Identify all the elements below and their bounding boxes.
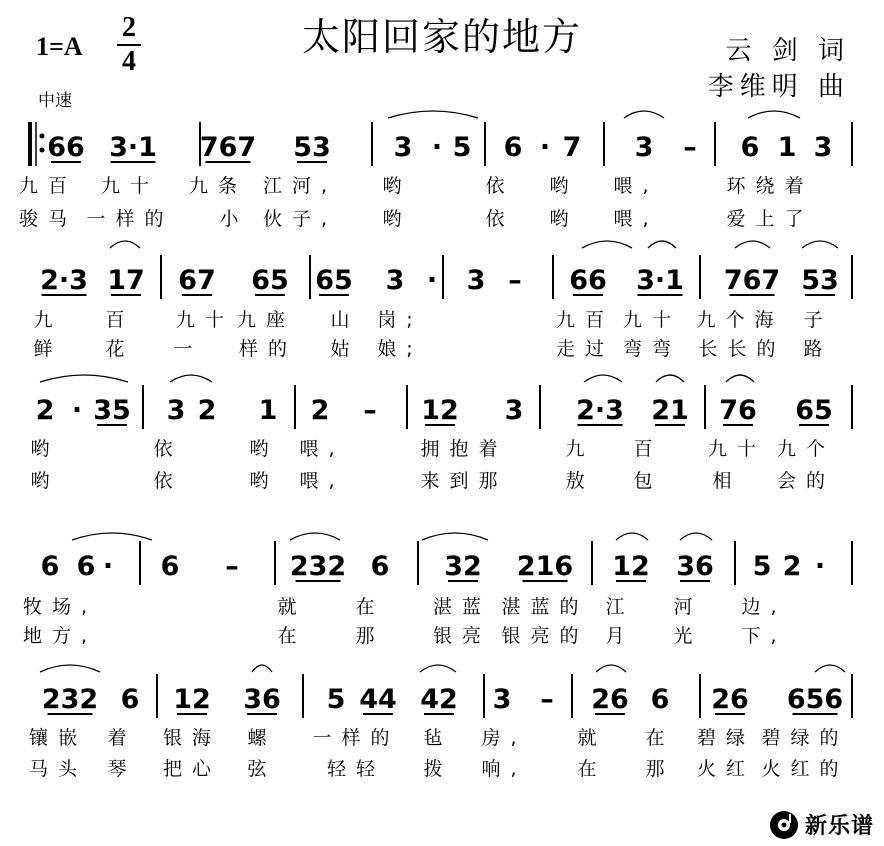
lyric-verse-1: 百: [633, 438, 663, 460]
lyric-verse-1: 子: [803, 309, 833, 331]
note-group: –: [683, 132, 697, 163]
lyric-verse-1: 九十: [175, 309, 235, 331]
note-group: 5: [752, 551, 772, 582]
note-group: ·: [102, 551, 114, 582]
lyric-verse-2: 哟: [249, 470, 279, 492]
note-group: 767: [723, 265, 781, 296]
note-group: ·: [71, 395, 83, 426]
note-group: 3: [466, 265, 486, 296]
lyric-verse-2: 爱上了: [726, 208, 814, 230]
lyric-verse-1: 螺: [247, 727, 277, 749]
lyric-verse-1: 银海: [162, 727, 222, 749]
lyric-verse-1: 河: [673, 596, 703, 618]
note-group: 21: [651, 395, 689, 426]
lyric-verse-1: 喂,: [613, 175, 659, 197]
lyric-verse-2: 包: [633, 470, 663, 492]
lyric-verse-2: 相: [712, 470, 742, 492]
note-group: 76: [719, 395, 757, 426]
lyric-verse-2: 在: [277, 625, 307, 647]
note-group: 3: [166, 395, 186, 426]
lyric-verse-1: 江: [605, 596, 635, 618]
lyric-verse-2: 下,: [741, 625, 787, 647]
note-group: 5: [326, 684, 346, 715]
song-title: 太阳回家的地方: [301, 15, 582, 59]
lyric-verse-2: 走过: [555, 338, 615, 360]
note-group: 42: [420, 684, 458, 715]
note-group: 2: [782, 551, 802, 582]
note-group: ·: [426, 265, 438, 296]
tempo-marking: 中速: [38, 91, 72, 111]
note-group: 6: [650, 684, 670, 715]
lyric-verse-1: 拥抱着: [420, 438, 508, 460]
lyric-verse-2: 哟: [382, 208, 412, 230]
slur-arc: [656, 375, 684, 382]
lyric-verse-2: 马头: [28, 758, 88, 780]
note-group: 2: [35, 395, 55, 426]
lyric-verse-1: 在: [645, 727, 675, 749]
slur-arc: [252, 665, 272, 672]
note-group: 32: [444, 551, 482, 582]
note-group: 12: [173, 684, 211, 715]
time-signature-top: 2: [122, 12, 136, 43]
lyric-verse-2: 伙子,: [262, 208, 338, 230]
note-group: 6: [740, 132, 760, 163]
lyric-verse-2: 那: [645, 758, 675, 780]
site-logo: [769, 809, 874, 840]
slur-arc: [72, 533, 152, 540]
note-group: 36: [676, 551, 714, 582]
lyric-verse-1: 依: [485, 175, 515, 197]
note-group: 17: [107, 265, 145, 296]
note-group: 6: [160, 551, 180, 582]
slur-arc: [802, 241, 838, 248]
lyric-verse-1: 哟: [549, 175, 579, 197]
note-group: 3: [504, 395, 524, 426]
lyric-verse-2: 银亮: [432, 625, 492, 647]
slur-arc: [648, 241, 676, 248]
note-group: 65: [795, 395, 833, 426]
slur-arc: [616, 533, 648, 540]
lyric-verse-2: 银亮的: [501, 625, 589, 647]
note-group: 3·1: [109, 132, 157, 163]
lyric-verse-1: 就: [577, 727, 607, 749]
lyric-verse-1: 山: [330, 309, 360, 331]
slur-arc: [582, 241, 632, 248]
lyric-verse-1: 百: [105, 309, 135, 331]
note-group: 66: [569, 265, 607, 296]
note-group: 1: [258, 395, 278, 426]
lyric-verse-2: 一样的: [86, 208, 174, 230]
note-group: –: [508, 265, 522, 296]
lyric-verse-1: 哟: [382, 175, 412, 197]
note-group: 6: [40, 551, 60, 582]
slur-arc: [815, 665, 845, 672]
lyric-verse-2: 娘;: [377, 338, 423, 360]
note-group: 216: [516, 551, 574, 582]
lyric-verse-1: 九百: [18, 175, 78, 197]
lyric-verse-2: 哟: [549, 208, 579, 230]
slur-arc: [680, 533, 712, 540]
note-group: 7: [562, 132, 582, 163]
note-group: 1: [777, 132, 797, 163]
note-group: 26: [711, 684, 749, 715]
lyric-verse-1: 湛蓝: [432, 596, 492, 618]
repeat-sign-dot: [40, 134, 45, 139]
lyric-verse-2: 在: [577, 758, 607, 780]
lyric-verse-1: 镶嵌: [28, 727, 88, 749]
note-group: 232: [289, 551, 347, 582]
lyric-verse-2: 会的: [776, 470, 836, 492]
lyric-verse-2: 拨: [423, 758, 453, 780]
lyric-verse-2: 喂,: [613, 208, 659, 230]
lyric-verse-1: 喂,: [299, 438, 345, 460]
slur-arc: [110, 241, 140, 248]
note-group: 44: [359, 684, 397, 715]
lyric-verse-2: 那: [355, 625, 385, 647]
note-group: 36: [243, 684, 281, 715]
lyric-verse-2: 骏马: [18, 208, 78, 230]
lyric-verse-1: 碧绿: [696, 727, 756, 749]
note-group: 767: [199, 132, 257, 163]
lyric-verse-2: 姑: [330, 338, 360, 360]
lyric-verse-2: 把心: [162, 758, 222, 780]
note-group: 6: [76, 551, 96, 582]
note-group: 66: [47, 132, 85, 163]
note-group: 3: [393, 132, 413, 163]
lyric-verse-2: 样的: [238, 338, 298, 360]
slur-arc: [40, 375, 128, 382]
slur-arc: [170, 375, 212, 382]
note-group: 53: [801, 265, 839, 296]
note-group: 3: [385, 265, 405, 296]
note-group: 232: [41, 684, 99, 715]
lyric-verse-2: 长长的: [698, 338, 786, 360]
slur-arc: [726, 375, 754, 382]
lyric-verse-1: 江河,: [262, 175, 338, 197]
slur-arc: [40, 665, 100, 672]
lyric-verse-1: 九百: [555, 309, 615, 331]
note-group: 2: [310, 395, 330, 426]
lyric-verse-2: 哟: [30, 470, 60, 492]
lyric-verse-1: 九个: [776, 438, 836, 460]
lyric-verse-1: 哟: [30, 438, 60, 460]
lyric-verse-1: 九十: [707, 438, 767, 460]
note-group: ·: [814, 551, 826, 582]
note-group: 6: [503, 132, 523, 163]
slur-arc: [735, 241, 770, 248]
lyric-verse-1: 依: [153, 438, 183, 460]
time-signature-bottom: 4: [122, 46, 136, 77]
lyric-verse-1: 九十: [100, 175, 160, 197]
lyric-verse-1: 九条: [188, 175, 248, 197]
lyric-verse-2: 光: [673, 625, 703, 647]
lyric-verse-2: 一: [173, 338, 203, 360]
lyric-verse-2: 路: [803, 338, 833, 360]
lyric-verse-2: 弦: [247, 758, 277, 780]
lyric-verse-1: 哟: [249, 438, 279, 460]
note-group: 12: [421, 395, 459, 426]
note-group: 3·1: [636, 265, 684, 296]
lyricist-credit: 云 剑 词: [725, 36, 850, 66]
lyric-verse-2: 月: [605, 625, 635, 647]
note-group: 26: [591, 684, 629, 715]
lyric-verse-1: 九十: [622, 309, 682, 331]
site-logo-text: 新乐谱: [804, 814, 874, 839]
lyric-verse-1: 环绕着: [726, 175, 814, 197]
repeat-sign-dot: [40, 148, 45, 153]
note-group: 6: [120, 684, 140, 715]
lyric-verse-1: 九个海: [696, 309, 784, 331]
lyric-verse-1: 边,: [741, 596, 787, 618]
note-group: 3: [492, 684, 512, 715]
note-group: 5: [452, 132, 472, 163]
lyric-verse-2: 轻轻: [326, 758, 386, 780]
lyric-verse-1: 九: [33, 309, 63, 331]
lyric-verse-2: 弯弯: [622, 338, 682, 360]
note-group: –: [540, 684, 554, 715]
lyric-verse-1: 毡: [423, 727, 453, 749]
note-group: 12: [612, 551, 650, 582]
slur-arc: [420, 665, 456, 672]
slur-arc: [584, 375, 622, 382]
note-group: ·: [539, 132, 551, 163]
lyric-verse-2: 鲜: [33, 338, 63, 360]
note-group: 65: [315, 265, 353, 296]
note-group: 53: [293, 132, 331, 163]
lyric-verse-1: 着: [107, 727, 137, 749]
lyric-verse-2: 依: [153, 470, 183, 492]
note-group: 35: [93, 395, 131, 426]
slur-arc: [596, 665, 626, 672]
lyric-verse-2: 火红: [696, 758, 756, 780]
note-group: 65: [251, 265, 289, 296]
lyric-verse-1: 岗;: [377, 309, 423, 331]
lyric-verse-2: 来到那: [420, 470, 508, 492]
note-group: 67: [178, 265, 216, 296]
note-group: ·: [431, 132, 443, 163]
slur-arc: [422, 533, 488, 540]
note-group: 3: [813, 132, 833, 163]
lyric-verse-2: 喂,: [299, 470, 345, 492]
lyric-verse-1: 一样的: [312, 727, 400, 749]
note-group: –: [363, 395, 377, 426]
lyric-verse-2: 琴: [107, 758, 137, 780]
lyric-verse-2: 敖: [565, 470, 595, 492]
lyric-verse-1: 湛蓝的: [501, 596, 589, 618]
lyric-verse-1: 牧场,: [22, 596, 98, 618]
note-group: –: [225, 551, 239, 582]
lyric-verse-2: 地方,: [22, 625, 98, 647]
lyric-verse-2: 小: [219, 208, 249, 230]
lyric-verse-1: 九座: [236, 309, 296, 331]
lyric-verse-2: 响,: [481, 758, 527, 780]
music-disc-icon: [769, 810, 799, 840]
note-group: 6: [370, 551, 390, 582]
composer-credit: 李维明 曲: [707, 72, 850, 102]
slur-arc: [388, 111, 478, 118]
slur-arc: [624, 111, 664, 118]
lyric-verse-2: 依: [485, 208, 515, 230]
note-group: 2·3: [40, 265, 88, 296]
note-group: 2·3: [576, 395, 624, 426]
lyric-verse-1: 房,: [481, 727, 527, 749]
slur-arc: [748, 111, 800, 118]
key-signature: 1=A: [36, 32, 83, 61]
note-group: 656: [786, 684, 844, 715]
note-group: 2: [197, 395, 217, 426]
lyric-verse-2: 花: [105, 338, 135, 360]
lyric-verse-2: 火红的: [761, 758, 849, 780]
lyric-verse-1: 碧绿的: [761, 727, 849, 749]
lyric-verse-1: 九: [565, 438, 595, 460]
lyric-verse-1: 就: [277, 596, 307, 618]
slur-arc: [290, 533, 340, 540]
note-group: 3: [634, 132, 654, 163]
lyric-verse-1: 在: [355, 596, 385, 618]
